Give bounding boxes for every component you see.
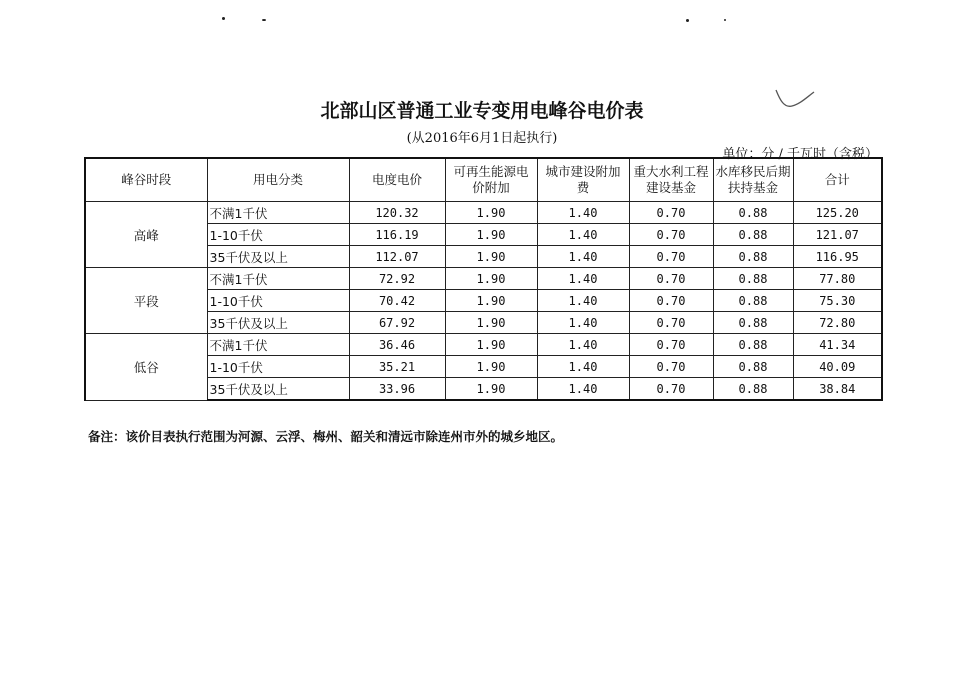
header-cell: 合计: [793, 158, 882, 202]
price-table: [84, 157, 883, 401]
total-cell: 77.80: [793, 268, 882, 290]
energy-price-cell: 120.32: [349, 202, 445, 224]
water-fund-cell: 0.70: [629, 290, 713, 312]
period-cell: 平段: [85, 268, 207, 334]
scan-dot: [724, 19, 726, 21]
total-cell: 38.84: [793, 378, 882, 401]
reservoir-fund-cell: 0.88: [713, 378, 793, 401]
renewable-surcharge-cell: 1.90: [445, 334, 537, 356]
reservoir-fund-cell: 0.88: [713, 268, 793, 290]
reservoir-fund-cell: 0.88: [713, 334, 793, 356]
table-row: [85, 202, 882, 224]
urban-fee-cell: 1.40: [537, 246, 629, 268]
reservoir-fund-cell: 0.88: [713, 224, 793, 246]
header-cell: 城市建设附加费: [537, 158, 629, 202]
water-fund-cell: 0.70: [629, 312, 713, 334]
renewable-surcharge-cell: 1.90: [445, 378, 537, 401]
scan-dot: [262, 19, 266, 21]
table-row: [85, 268, 882, 290]
renewable-surcharge-cell: 1.90: [445, 356, 537, 378]
water-fund-cell: 0.70: [629, 202, 713, 224]
category-cell: 35千伏及以上: [207, 246, 349, 268]
renewable-surcharge-cell: 1.90: [445, 246, 537, 268]
energy-price-cell: 35.21: [349, 356, 445, 378]
energy-price-cell: 70.42: [349, 290, 445, 312]
urban-fee-cell: 1.40: [537, 268, 629, 290]
category-cell: 不满1千伏: [207, 202, 349, 224]
water-fund-cell: 0.70: [629, 268, 713, 290]
header-cell: 可再生能源电价附加: [445, 158, 537, 202]
footnote: 备注：该价目表执行范围为河源、云浮、梅州、韶关和清远市除连州市外的城乡地区。: [88, 429, 564, 444]
header-cell: 用电分类: [207, 158, 349, 202]
total-cell: 40.09: [793, 356, 882, 378]
period-cell: 高峰: [85, 202, 207, 268]
water-fund-cell: 0.70: [629, 334, 713, 356]
category-cell: 1-10千伏: [207, 290, 349, 312]
urban-fee-cell: 1.40: [537, 378, 629, 401]
urban-fee-cell: 1.40: [537, 312, 629, 334]
energy-price-cell: 72.92: [349, 268, 445, 290]
document-subtitle: (从2016年6月1日起执行): [406, 131, 558, 146]
energy-price-cell: 67.92: [349, 312, 445, 334]
reservoir-fund-cell: 0.88: [713, 356, 793, 378]
period-cell: 低谷: [85, 334, 207, 401]
total-cell: 75.30: [793, 290, 882, 312]
urban-fee-cell: 1.40: [537, 334, 629, 356]
category-cell: 不满1千伏: [207, 268, 349, 290]
water-fund-cell: 0.70: [629, 356, 713, 378]
total-cell: 121.07: [793, 224, 882, 246]
total-cell: 72.80: [793, 312, 882, 334]
header-cell: 电度电价: [349, 158, 445, 202]
energy-price-cell: 33.96: [349, 378, 445, 401]
urban-fee-cell: 1.40: [537, 356, 629, 378]
header-cell: 水库移民后期扶持基金: [713, 158, 793, 202]
water-fund-cell: 0.70: [629, 224, 713, 246]
total-cell: 125.20: [793, 202, 882, 224]
category-cell: 35千伏及以上: [207, 312, 349, 334]
unit-label: 单位：分 / 千瓦时（含税）: [722, 147, 878, 162]
renewable-surcharge-cell: 1.90: [445, 224, 537, 246]
table-row: [85, 334, 882, 356]
reservoir-fund-cell: 0.88: [713, 312, 793, 334]
total-cell: 41.34: [793, 334, 882, 356]
urban-fee-cell: 1.40: [537, 224, 629, 246]
category-cell: 1-10千伏: [207, 224, 349, 246]
category-cell: 不满1千伏: [207, 334, 349, 356]
water-fund-cell: 0.70: [629, 246, 713, 268]
category-cell: 1-10千伏: [207, 356, 349, 378]
header-cell: 峰谷时段: [85, 158, 207, 202]
renewable-surcharge-cell: 1.90: [445, 290, 537, 312]
reservoir-fund-cell: 0.88: [713, 290, 793, 312]
scan-dot: [222, 17, 225, 20]
water-fund-cell: 0.70: [629, 378, 713, 401]
renewable-surcharge-cell: 1.90: [445, 202, 537, 224]
scan-dot: [686, 19, 689, 22]
table-header-row: [85, 158, 882, 202]
energy-price-cell: 112.07: [349, 246, 445, 268]
urban-fee-cell: 1.40: [537, 290, 629, 312]
header-cell: 重大水利工程建设基金: [629, 158, 713, 202]
renewable-surcharge-cell: 1.90: [445, 268, 537, 290]
category-cell: 35千伏及以上: [207, 378, 349, 401]
energy-price-cell: 116.19: [349, 224, 445, 246]
reservoir-fund-cell: 0.88: [713, 246, 793, 268]
energy-price-cell: 36.46: [349, 334, 445, 356]
urban-fee-cell: 1.40: [537, 202, 629, 224]
total-cell: 116.95: [793, 246, 882, 268]
renewable-surcharge-cell: 1.90: [445, 312, 537, 334]
reservoir-fund-cell: 0.88: [713, 202, 793, 224]
document-title: 北部山区普通工业专变用电峰谷电价表: [320, 100, 644, 122]
